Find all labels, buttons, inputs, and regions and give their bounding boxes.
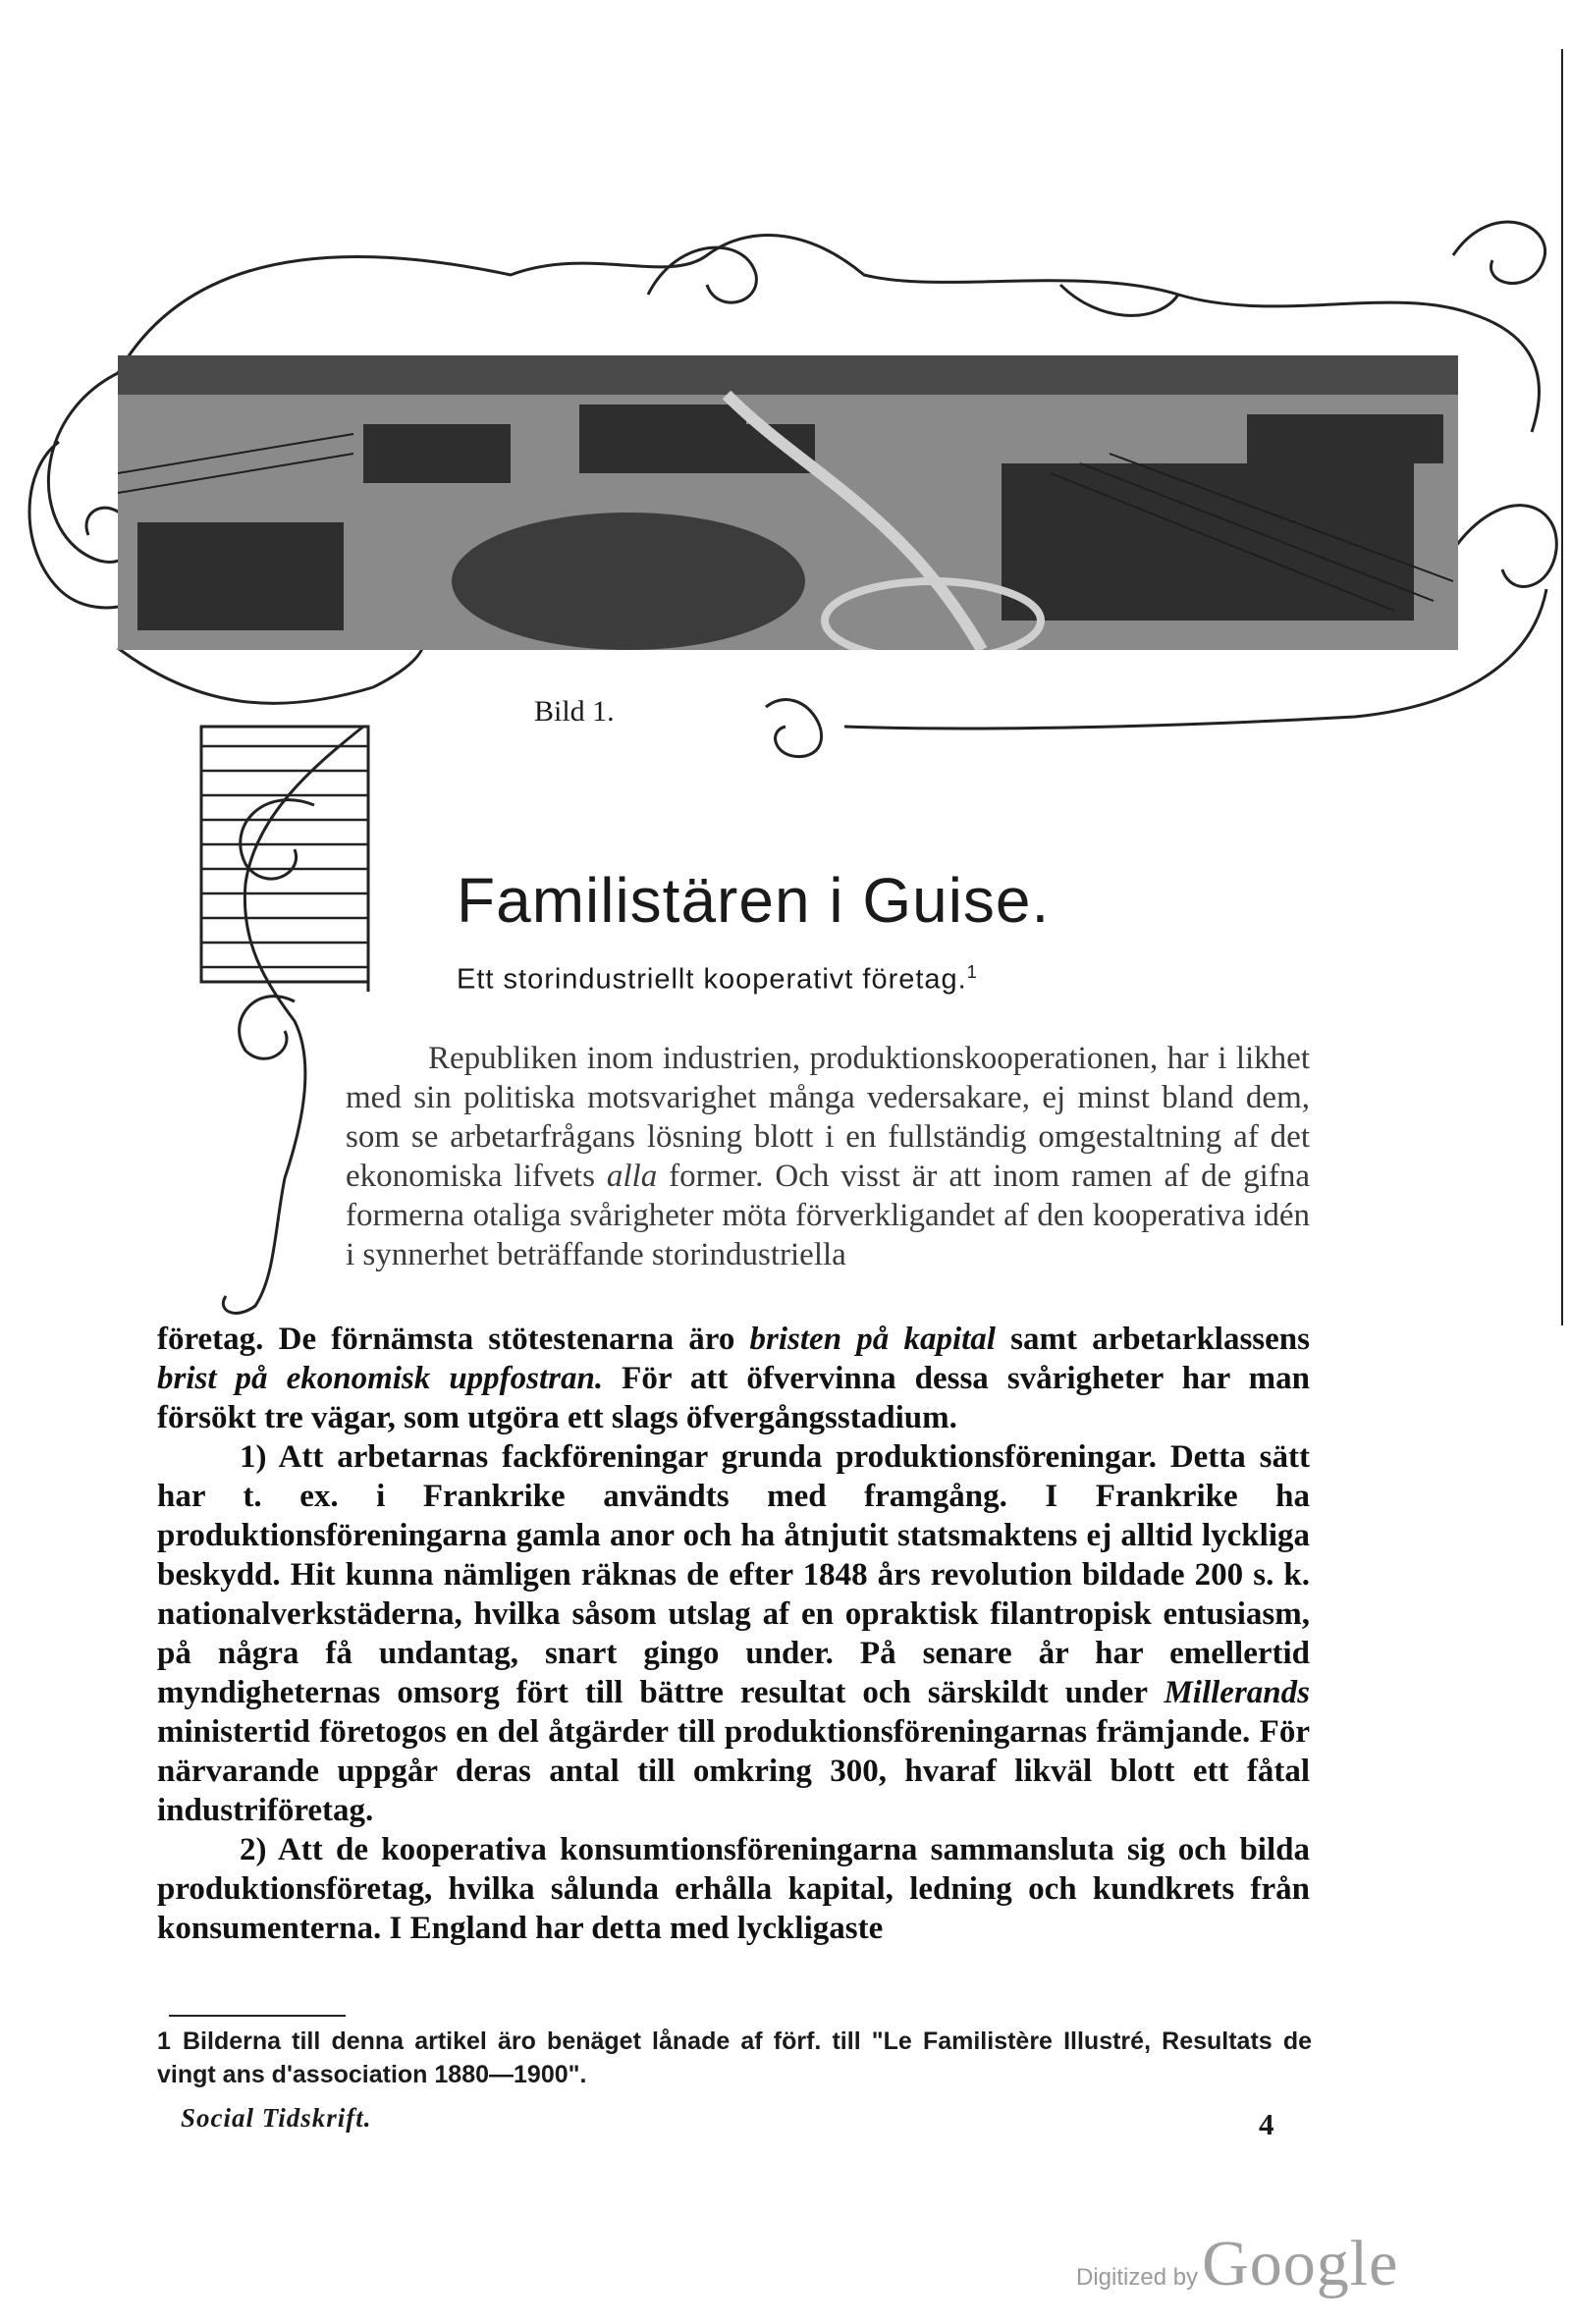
body-text: ministertid företogos en del åtgärder till produktionsföreningarnas främjande. För närvarande uppgår deras antal till omkring 300, hvaraf likväl blott ett fåtal industriföretag. — [157, 1714, 1310, 1828]
body-emphasis: bristen på kapital — [749, 1322, 996, 1357]
footnote — [157, 2025, 1312, 2091]
journal-name: Social Tidskrift. — [181, 2103, 372, 2133]
intro-paragraph — [346, 1039, 1310, 1274]
body-text: företag. De förnämsta stötestenarna äro — [157, 1322, 750, 1357]
body-emphasis: brist på ekonomisk uppfostran. — [157, 1361, 604, 1396]
intro-text-1: Republiken inom industrien, produktionskooperationen, har i likhet med sin politiska motsvarighet många vedersakare, ej minst bland dem, som se arbetarfrågans lösning blott i en fullständig omgestaltning af det ekonomiska lifvets — [346, 1041, 1310, 1194]
body-text: samt arbetarklassens — [995, 1322, 1310, 1357]
subtitle-text: Ett storindustriellt kooperativt företag. — [457, 963, 967, 996]
footnote-divider — [169, 2015, 346, 2017]
figure-caption: Bild 1. — [534, 695, 615, 728]
watermark-prefix: Digitized by — [1076, 2264, 1199, 2291]
footnote-reference: 1 — [966, 962, 978, 982]
article-title: Familistären i Guise. — [457, 865, 1051, 936]
footnote-marker: 1 — [157, 2027, 171, 2055]
body-paragraph-2 — [157, 1437, 1310, 1830]
factory-engraving — [118, 355, 1458, 650]
article-subtitle — [457, 962, 978, 997]
article-body — [157, 1320, 1310, 1948]
watermark-brand: Google — [1202, 2228, 1399, 2299]
page-number: 4 — [1259, 2107, 1274, 2141]
footnote-text: Bilderna till denna artikel äro benäget lånade af förf. till "Le Familistère Illustré, Resultats de vingt ans d'association 1880—1900". — [157, 2027, 1312, 2088]
body-paragraph-3: 2) Att de kooperativa konsumtionsföreningarna sammansluta sig och bilda produktionsföretag, hvilka sålunda erhålla kapital, ledning och kundkrets från konsumenterna. I England har detta med lyckligaste — [157, 1832, 1310, 1946]
intro-emphasis: alla — [606, 1159, 658, 1194]
body-text: 1) Att arbetarnas fackföreningar grunda produktionsföreningar. Detta sätt har t. ex. i Frankrike användts med framgång. I Frankrike ha produktionsföreningarna gamla anor och ha åtnjutit statsmaktens ej alltid lyckliga beskydd. Hit kunna nämligen räknas de efter 1848 års revolution bildade 200 s. k. nationalverkstäderna, hvilka såsom utslag af en opraktisk filantropisk entusiasm, på några få undantag, snart gingo under. På senare år har emellertid myndigheternas omsorg fört till bättre resultat och särskildt under — [157, 1439, 1310, 1710]
intro-text-2: former. Och visst är att inom ramen af de gifna formerna otaliga svårigheter möta förverkligandet af den kooperativa idén i synnerhet beträffande storindustriella — [346, 1159, 1310, 1272]
factory-engraving-drawing — [118, 355, 1458, 650]
body-paragraph-1 — [157, 1320, 1310, 1437]
body-emphasis: Millerands — [1164, 1675, 1310, 1710]
digitization-watermark — [1076, 2227, 1398, 2301]
body-text: För att öfvervinna dessa svårigheter har man försökt tre vägar, som utgöra ett slags öfvergångsstadium. — [157, 1361, 1311, 1435]
